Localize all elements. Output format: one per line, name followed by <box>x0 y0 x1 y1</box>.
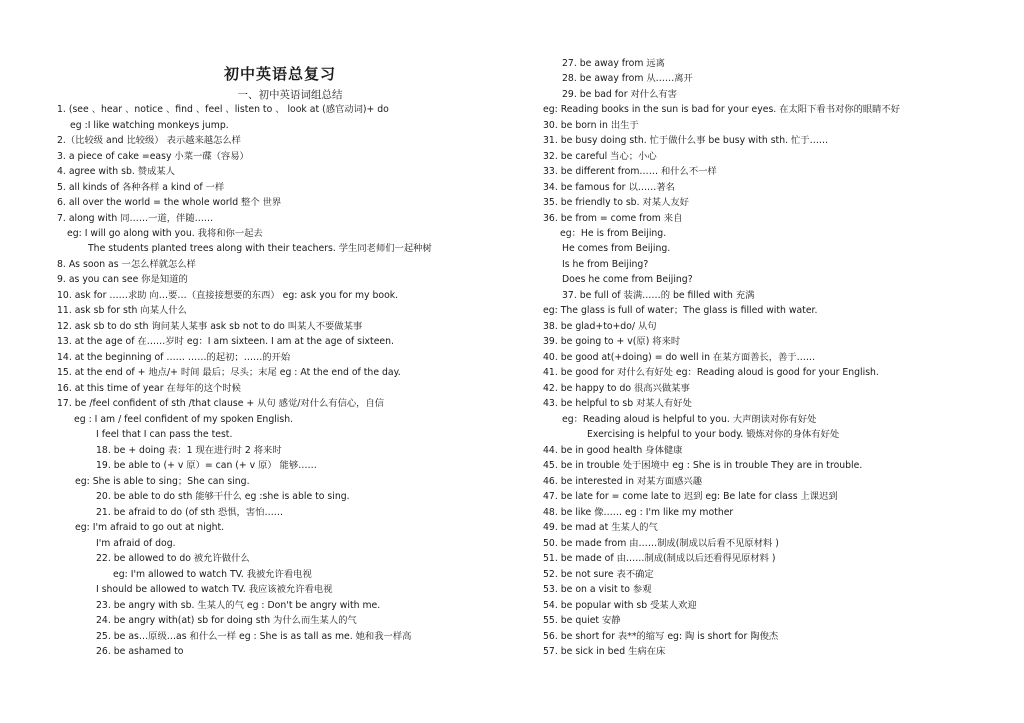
text-line: I'm afraid of dog. <box>96 538 176 549</box>
text-line: 52. be not sure 表不确定 <box>543 569 654 580</box>
text-line: 30. be born in 出生于 <box>543 120 639 131</box>
text-line: Exercising is helpful to your body. 锻炼对你的身体有好处 <box>587 429 840 440</box>
text-line: 32. be careful 当心；小心 <box>543 151 657 162</box>
text-line: 48. be like 像…… eg : I'm like my mother <box>543 507 734 518</box>
text-line: 14. at the beginning of …… ……的起初；……的开始 <box>57 352 291 363</box>
text-line: 25. be as…原级…as 和什么一样 eg : She is as tall as me. 她和我一样高 <box>96 631 412 642</box>
text-line: He comes from Beijing. <box>562 243 671 254</box>
text-line: 24. be angry with(at) sb for doing sth 为什么而生某人的气 <box>96 615 357 626</box>
text-line: 27. be away from 远离 <box>562 58 665 69</box>
text-line: eg: I'm allowed to watch TV. 我被允许看电视 <box>113 569 312 580</box>
text-line: eg：He is from Beijing. <box>560 228 667 239</box>
text-line: 31. be busy doing sth. 忙于做什么事 be busy with sth. 忙于…… <box>543 135 829 146</box>
page-title: 初中英语总复习 <box>223 65 336 83</box>
text-line: 43. be helpful to sb 对某人有好处 <box>543 398 692 409</box>
text-line: 12. ask sb to do sth 询问某人某事 ask sb not to do 叫某人不要做某事 <box>57 321 363 332</box>
text-line: 33. be different from…… 和什么不一样 <box>543 166 717 177</box>
text-line: 4. agree with sb. 赞成某人 <box>57 166 175 177</box>
text-line: 26. be ashamed to <box>96 646 184 657</box>
text-line: 44. be in good health 身体健康 <box>543 445 683 456</box>
text-line: 20. be able to do sth 能够干什么 eg :she is able to sing. <box>96 491 350 502</box>
text-line: 22. be allowed to do 被允许做什么 <box>96 553 250 564</box>
text-line: 29. be bad for 对什么有害 <box>562 89 677 100</box>
text-line: 46. be interested in 对某方面感兴趣 <box>543 476 703 487</box>
text-line: 17. be /feel confident of sth /that clause + 从句 感觉/对什么有信心，自信 <box>57 398 385 409</box>
text-line: 18. be + doing 表：1 现在进行时 2 将来时 <box>96 445 282 456</box>
text-line: 47. be late for = come late to 迟到 eg: Be late for class 上课迟到 <box>543 491 838 502</box>
text-line: 21. be afraid to do (of sth 恐惧，害怕…… <box>96 507 284 518</box>
text-line: 11. ask sb for sth 向某人什么 <box>57 305 187 316</box>
text-line: 36. be from = come from 来自 <box>543 213 683 224</box>
text-line: 51. be made of 由……制成(制成以后还看得见原材料 ) <box>543 553 776 564</box>
text-line: 9. as you can see 你是知道的 <box>57 274 188 285</box>
section-heading: 一、初中英语词组总结 <box>237 89 343 101</box>
text-line: 6. all over the world = the whole world 整个 世界 <box>57 197 282 208</box>
text-line: 42. be happy to do 很高兴做某事 <box>543 383 690 394</box>
text-line: 7. along with 同……一道，伴随…… <box>57 213 214 224</box>
text-line: 34. be famous for 以……著名 <box>543 182 675 193</box>
text-line: 41. be good for 对什么有好处 eg：Reading aloud is good for your English. <box>543 367 879 378</box>
text-line: eg: She is able to sing；She can sing. <box>75 476 250 487</box>
text-line: eg: I'm afraid to go out at night. <box>75 522 225 533</box>
text-line: 13. at the age of 在……岁时 eg：I am sixteen. I am at the age of sixteen. <box>57 336 394 347</box>
text-line: Is he from Beijing? <box>562 259 649 270</box>
text-line: 16. at this time of year 在每年的这个时候 <box>57 383 241 394</box>
text-line: 8. As soon as 一怎么样就怎么样 <box>57 259 196 270</box>
text-line: The students planted trees along with their teachers. 学生同老师们一起种树 <box>88 243 432 254</box>
text-line: Does he come from Beijing? <box>562 274 693 285</box>
text-line: 10. ask for ……求助 向…要…（直接接想要的东西） eg: ask you for my book. <box>57 290 399 301</box>
text-line: 19. be able to (+ v 原）= can (+ v 原） 能够…… <box>96 460 317 471</box>
text-line: 49. be mad at 生某人的气 <box>543 522 658 533</box>
text-line: 5. all kinds of 各种各样 a kind of 一样 <box>57 182 225 193</box>
text-line: 54. be popular with sb 受某人欢迎 <box>543 600 697 611</box>
text-line: I should be allowed to watch TV. 我应该被允许看电视 <box>96 584 333 595</box>
text-line: eg: Reading books in the sun is bad for your eyes. 在太阳下看书对你的眼睛不好 <box>543 104 901 115</box>
text-line: 53. be on a visit to 参观 <box>543 584 652 595</box>
text-line: eg：Reading aloud is helpful to you. 大声朗读对你有好处 <box>562 414 817 425</box>
text-line: eg: The glass is full of water；The glass is filled with water. <box>543 305 818 316</box>
text-line: 23. be angry with sb. 生某人的气 eg : Don't be angry with me. <box>96 600 381 611</box>
text-line: 55. be quiet 安静 <box>543 615 621 626</box>
text-line: 37. be full of 装满……的 be filled with 充满 <box>562 290 755 301</box>
text-line: 28. be away from 从……离开 <box>562 73 693 84</box>
text-line: 15. at the end of + 地点/+ 时间 最后；尽头；末尾 eg : At the end of the day. <box>57 367 401 378</box>
text-line: 50. be made from 由……制成(制成以后看不见原材料 ) <box>543 538 779 549</box>
text-line: eg : I am / feel confident of my spoken English. <box>74 414 294 425</box>
text-line: 35. be friendly to sb. 对某人友好 <box>543 197 689 208</box>
text-line: 45. be in trouble 处于困境中 eg : She is in trouble They are in trouble. <box>543 460 863 471</box>
text-line: 2.（比较级 and 比较级） 表示越来越怎么样 <box>57 135 241 146</box>
text-line: eg: I will go along with you. 我将和你一起去 <box>67 228 263 239</box>
text-line: eg :I like watching monkeys jump. <box>70 120 229 131</box>
text-line: 1. (see 、hear 、notice 、find 、feel 、listen to 、 look at (感官动词)+ do <box>57 104 389 115</box>
text-line: I feel that I can pass the test. <box>96 429 233 440</box>
text-line: 57. be sick in bed 生病在床 <box>543 646 666 657</box>
text-line: 3. a piece of cake =easy 小菜一碟（容易） <box>57 151 249 162</box>
text-line: 39. be going to + v(原) 将来时 <box>543 336 681 347</box>
text-line: 40. be good at(+doing) = do well in 在某方面善长，善于…… <box>543 352 816 363</box>
text-line: 38. be glad+to+do/ 从句 <box>543 321 657 332</box>
text-line: 56. be short for 表**的缩写 eg: 陶 is short for 陶俊杰 <box>543 631 779 642</box>
